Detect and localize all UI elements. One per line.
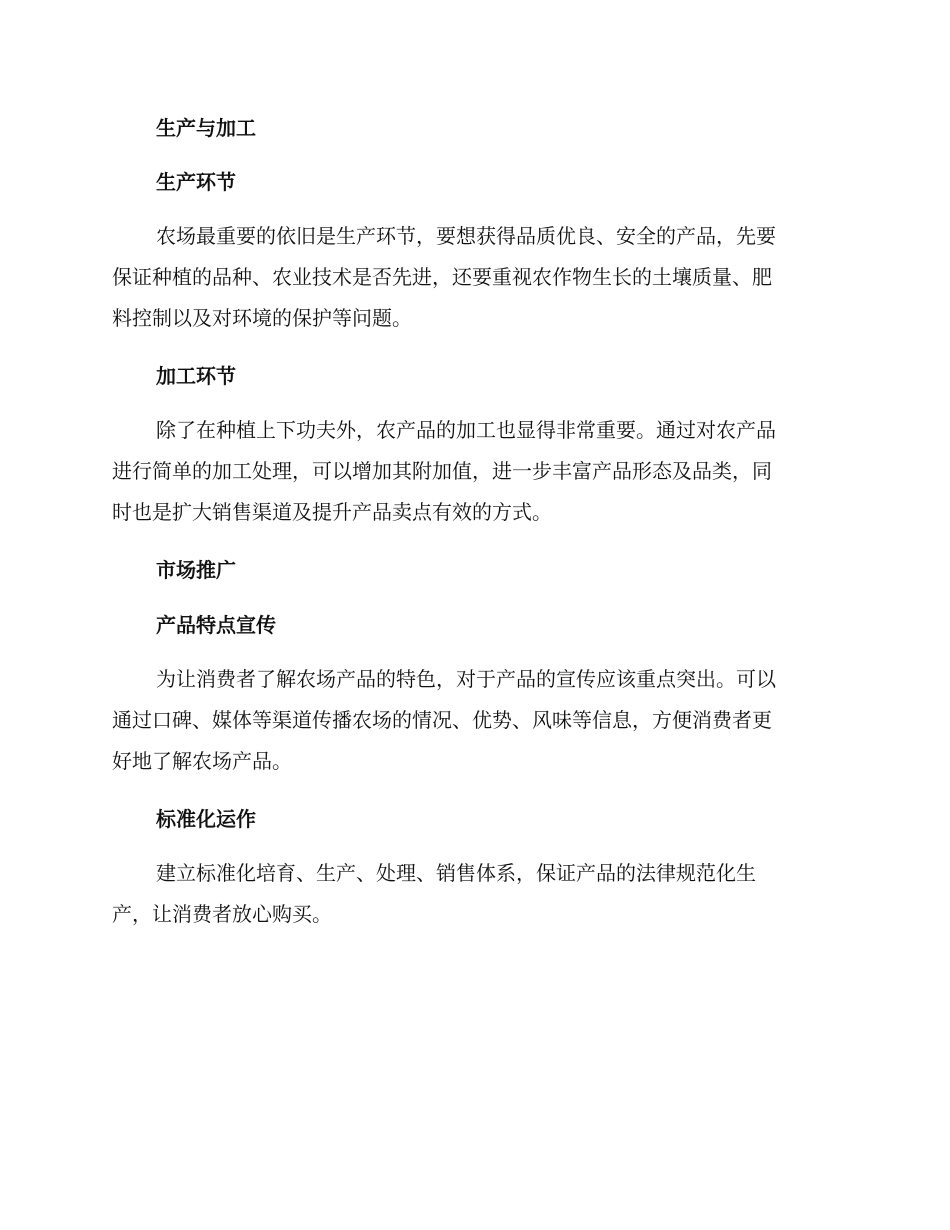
paragraph-line: 保证种植的品种、农业技术是否先进，还要重视农作物生长的土壤质量、肥 bbox=[112, 265, 772, 289]
paragraph-line: 建立标准化培育、生产、处理、销售体系，保证产品的法律规范化生 bbox=[156, 861, 756, 885]
paragraph-standardized-operation bbox=[112, 853, 832, 935]
paragraph-production-stage bbox=[112, 216, 832, 339]
paragraph-line: 为让消费者了解农场产品的特色，对于产品的宣传应该重点突出。可以 bbox=[156, 667, 776, 691]
heading-processing-stage: 加工环节 bbox=[156, 364, 236, 388]
paragraph-line: 好地了解农场产品。 bbox=[112, 749, 292, 773]
heading-standardized-operation: 标准化运作 bbox=[156, 807, 256, 831]
paragraph-product-feature-promotion bbox=[112, 659, 832, 782]
paragraph-line: 产，让消费者放心购买。 bbox=[112, 902, 332, 926]
heading-production-and-processing: 生产与加工 bbox=[156, 116, 256, 140]
paragraph-line: 通过口碑、媒体等渠道传播农场的情况、优势、风味等信息，方便消费者更 bbox=[112, 708, 772, 732]
paragraph-line: 料控制以及对环境的保护等问题。 bbox=[112, 306, 412, 330]
paragraph-line: 农场最重要的依旧是生产环节，要想获得品质优良、安全的产品，先要 bbox=[156, 224, 776, 248]
paragraph-line: 进行简单的加工处理，可以增加其附加值，进一步丰富产品形态及品类，同 bbox=[112, 459, 772, 483]
heading-product-feature-promotion: 产品特点宣传 bbox=[156, 613, 276, 637]
heading-market-promotion: 市场推广 bbox=[156, 558, 236, 582]
paragraph-line: 时也是扩大销售渠道及提升产品卖点有效的方式。 bbox=[112, 500, 552, 524]
heading-production-stage: 生产环节 bbox=[156, 170, 236, 194]
paragraph-line: 除了在种植上下功夫外，农产品的加工也显得非常重要。通过对农产品 bbox=[156, 418, 776, 442]
paragraph-processing-stage bbox=[112, 410, 832, 533]
